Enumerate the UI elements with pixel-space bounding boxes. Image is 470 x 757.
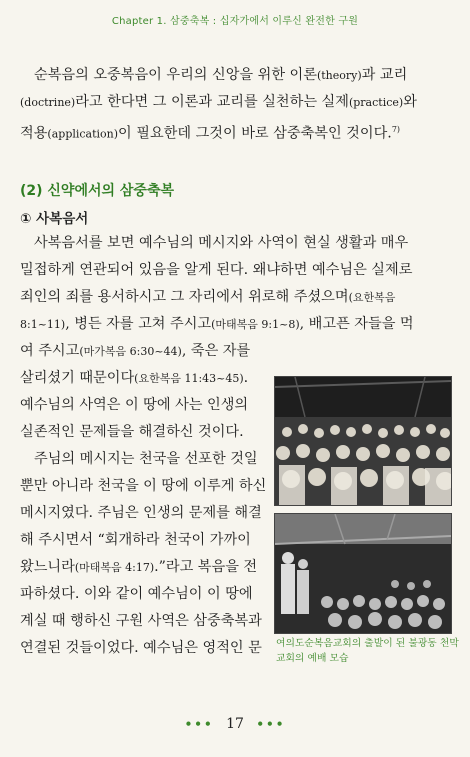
- folio-dots-right: •••: [256, 717, 286, 731]
- intro-paragraph: [20, 62, 454, 143]
- body-line: 사복음서를 보면 예수님의 메시지와 사역이 현실 생활과 매우: [34, 235, 409, 251]
- subsection-heading: ① 사복음서: [20, 211, 89, 227]
- body-line: 주님의 메시지는 천국을 선포한 것일: [34, 451, 258, 467]
- body-line: 계실 때 행하신 구원 사역은 삼중축복과: [20, 613, 262, 629]
- body-line: 메시지였다. 주님은 인생의 문제를 해결: [20, 505, 262, 521]
- body-line: 8:1~11), 병든 자를 고쳐 주시고(마태복음 9:1~8), 배고픈 자들을 먹: [20, 316, 414, 332]
- body-line: 파하셨다. 이와 같이 예수님이 이 땅에: [20, 586, 253, 602]
- body-line: 살리셨기 때문이다(요한복음 11:43~45).: [20, 370, 249, 386]
- footnote-marker: 7): [391, 125, 401, 134]
- page-folio: [0, 716, 470, 732]
- folio-dots-left: •••: [184, 717, 214, 731]
- page-number: 17: [226, 716, 244, 732]
- photo-caption: [276, 636, 459, 666]
- body-line: 뿐만 아니라 천국을 이 땅에 이루게 하신: [20, 478, 267, 494]
- body-line: 연결된 것들이었다. 예수님은 영적인 문: [20, 640, 262, 656]
- tent-church-crowd-photo: [274, 376, 452, 506]
- body-line: 실존적인 문제들을 해결하신 것이다.: [20, 424, 244, 440]
- caption-line-1: 여의도순복음교회의 출발이 된 불광동 천막: [276, 638, 459, 649]
- body-line: 해 주시면서 “회개하라 천국이 가까이: [20, 532, 251, 548]
- body-paragraph-narrow: [20, 338, 266, 662]
- caption-line-2: 교회의 예배 모습: [276, 653, 349, 664]
- running-header: Chapter 1. 삼중축복 : 십자가에서 이루신 완전한 구원: [111, 16, 359, 27]
- intro-line-1: 순복음의 오중복음이 우리의 신앙을 위한 이론(theory)과 교리: [34, 67, 408, 83]
- tent-church-worship-photo: [274, 513, 452, 634]
- intro-line-3: 적용(application)이 필요한데 그것이 바로 삼중축복인 것이다.$^{7)}$: [20, 125, 401, 142]
- body-paragraph-full: [20, 230, 454, 338]
- section-heading: (2) 신약에서의 삼중축복: [20, 183, 175, 199]
- body-line: 죄인의 죄를 용서하시고 그 자리에서 위로해 주셨으며(요한복음: [20, 289, 396, 305]
- intro-line-2: (doctrine)라고 한다면 그 이론과 교리를 실천하는 실제(practice)와: [20, 94, 417, 110]
- body-line: 여 주시고(마가복음 6:30~44), 죽은 자를: [20, 343, 251, 359]
- body-line: 밀접하게 연관되어 있음을 알게 된다. 왜냐하면 예수님은 실제로: [20, 262, 413, 278]
- body-line: 예수님의 사역은 이 땅에 사는 인생의: [20, 397, 249, 413]
- body-line: 왔느니라(마태복음 4:17).”라고 복음을 전: [20, 559, 258, 575]
